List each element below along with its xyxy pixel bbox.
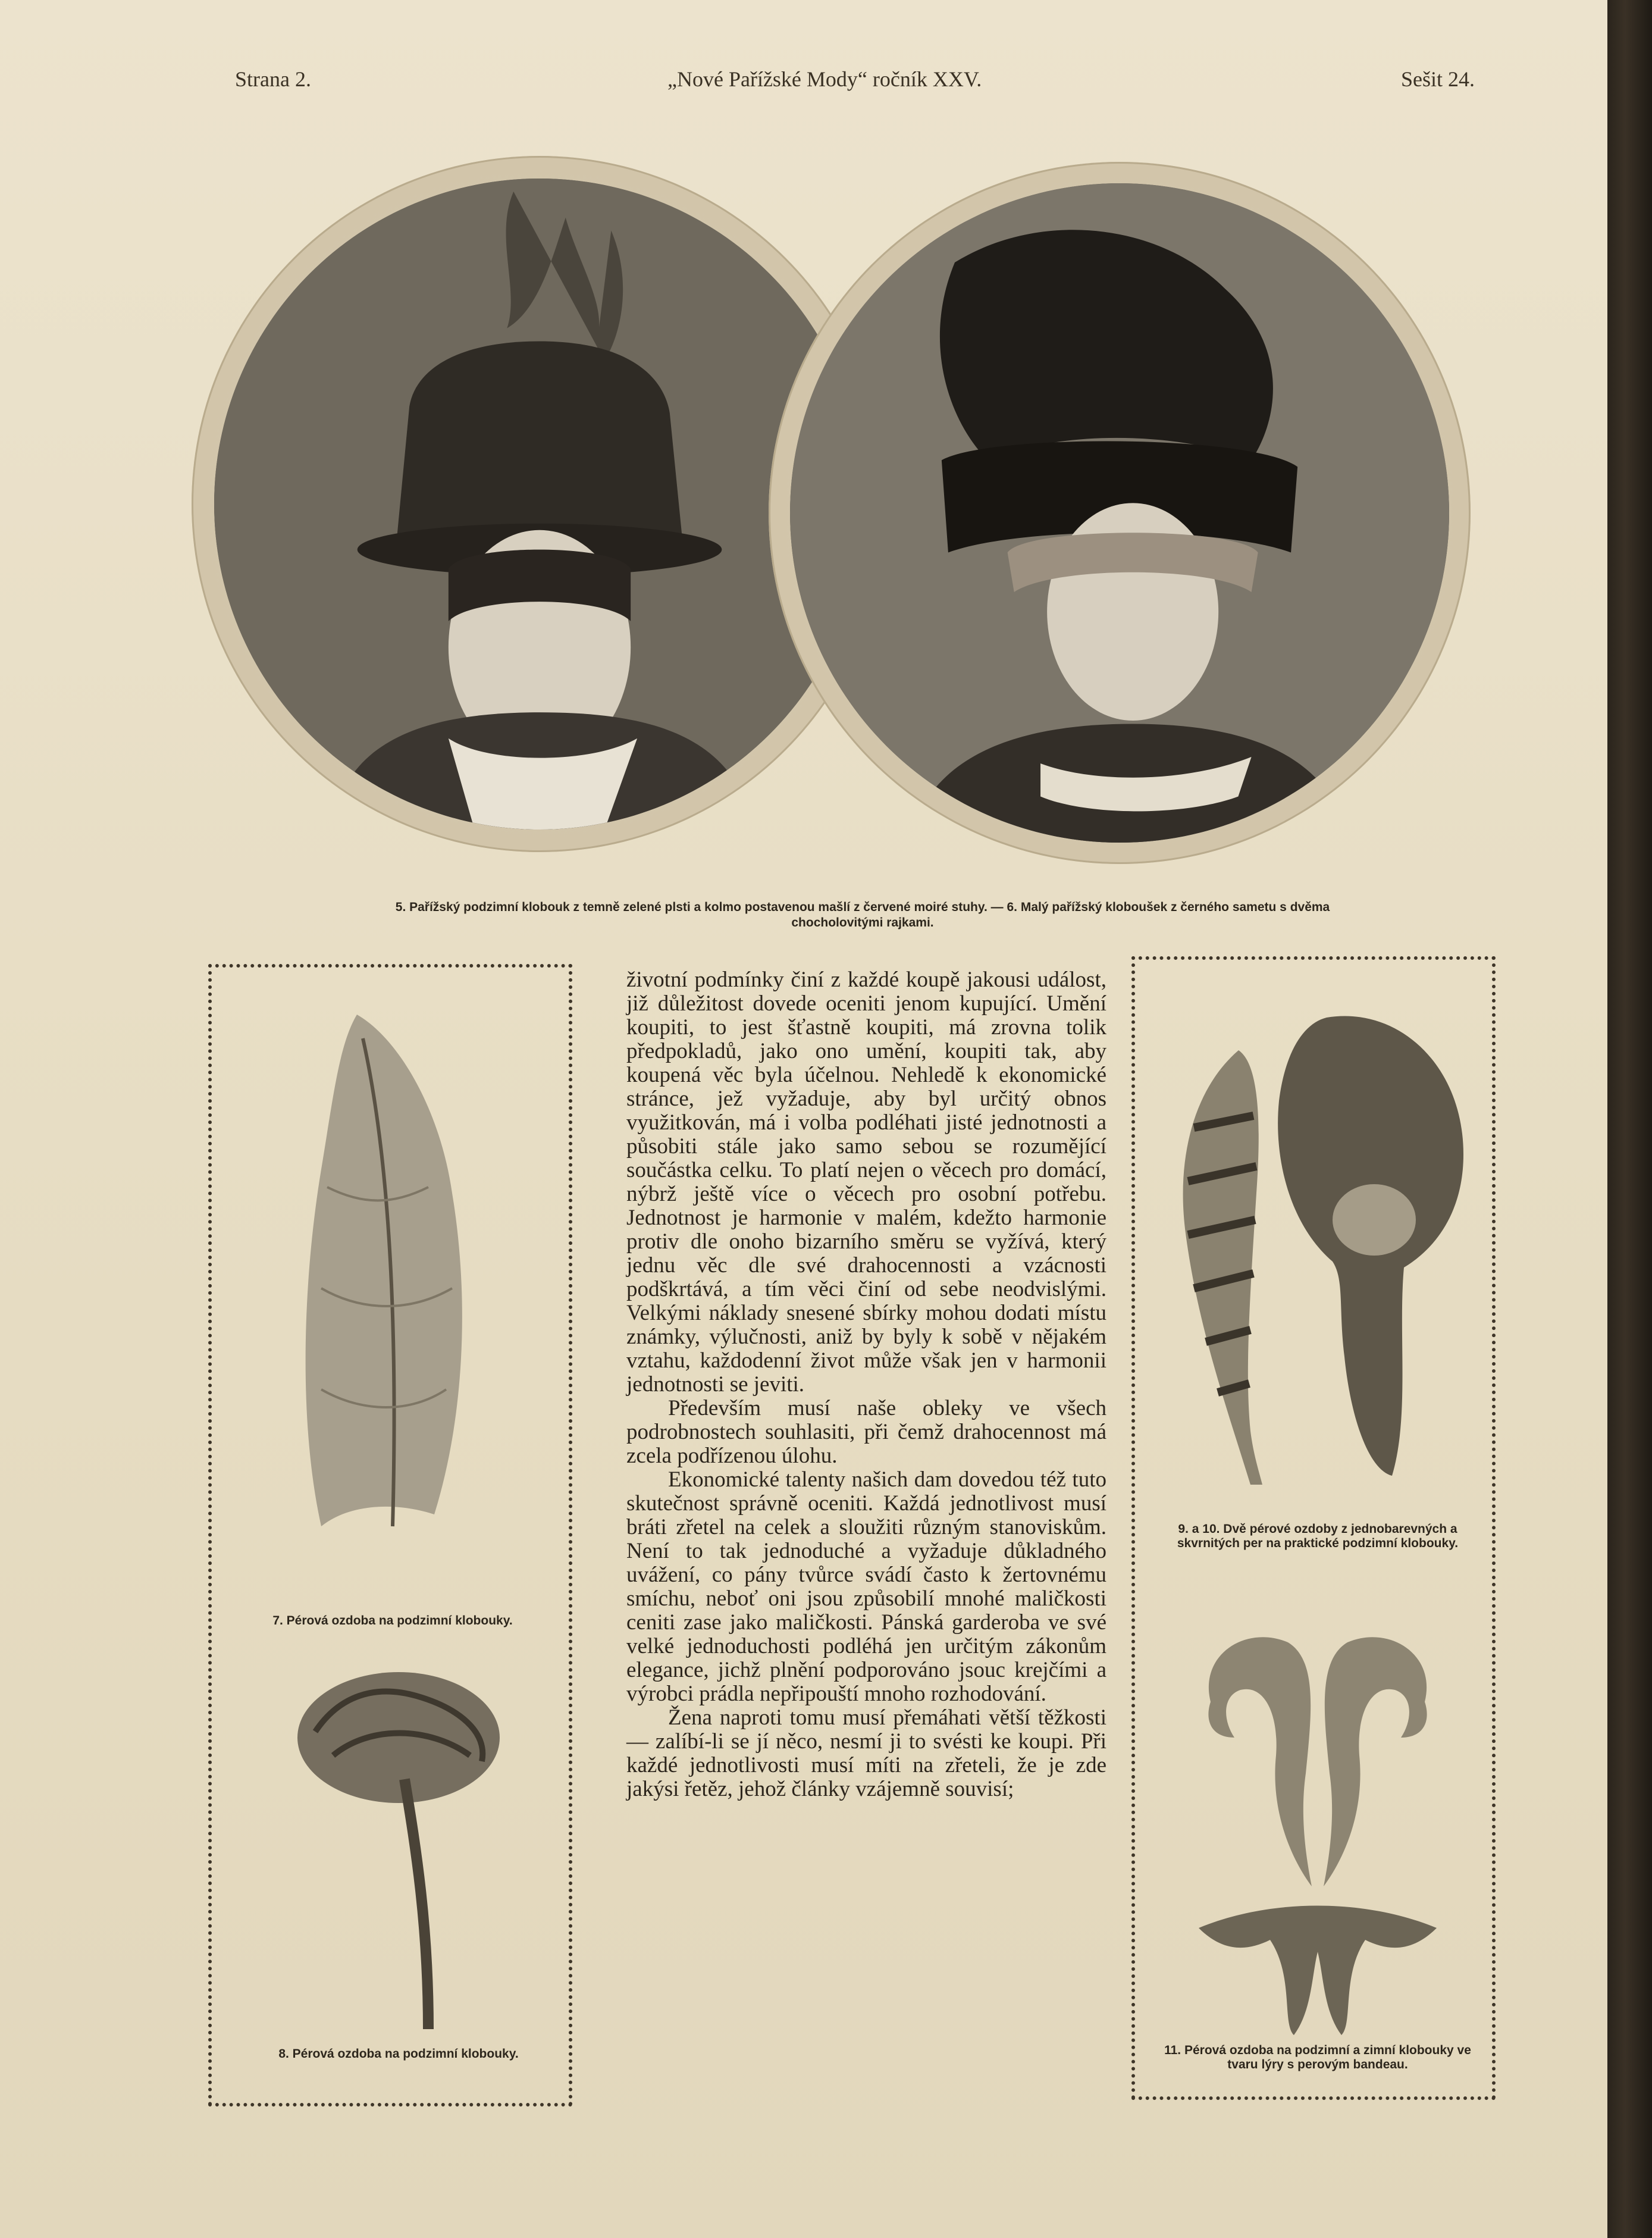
woman-portrait-photo-right xyxy=(790,183,1449,843)
issue-number: Sešit 24. xyxy=(1401,67,1475,91)
figure-11-caption: 11. Pérová ozdoba na podzimní a zimní klobouky ve tvaru lýry s perovým bandeau. xyxy=(1164,2043,1471,2071)
article-paragraph: životní podmínky činí z každé koupě jakousi událost, již důležitost dovede oceniti jenom kupující. Umění koupiti, to jest šťastně koupiti, má zrovna tolik předpokladů, jako ono umění, koupiti tak, aby koupená věc byla účelnou. Nehledě k ekonomické stránce, jež vyžaduje, aby byl určitý obnos využitkován, má i volba podléhati jisté jednotnosti a působiti stále jako samo sebou se rozumějící součástka celku. To platí nejen o věcech pro domácí, nýbrž ještě více o věcech pro osobní potřebu. Jednotnost je harmonie v malém, kdežto harmonie protiv dle onoho bizarního směru se vyžívá, který jednu věc dle své drahocennosti a vzácnosti podškrtává, a tím věci činí od sebe neodvislými. Velkými náklady snesené sbírky mohou dodati místu známky, výlučnosti, aniž by byly k sobě v nějakém vztahu, každodenní život může však jen v harmonii jednotnosti se jeviti. xyxy=(626,968,1106,1397)
spotted-quill-feather-illustration xyxy=(1161,1038,1280,1491)
woman-portrait-photo-left xyxy=(214,179,865,830)
magazine-title: „Nové Pařížské Mody“ ročník XXV. xyxy=(667,67,982,91)
photo-caption xyxy=(208,900,1517,931)
article-paragraph: Žena naproti tomu musí přemáhati větší těžkosti — zalíbí-li se jí něco, nesmí ji to svésti ke koupi. Při každé jednotlivosti musí míti na zřeteli, že je zde jakýsi řetěz, jehož články vzájemně souvisí; xyxy=(626,1705,1106,1801)
page-number: Strana 2. xyxy=(235,67,311,91)
article-paragraph: Ekonomické talenty našich dam dovedou též tuto skutečnost správně oceniti. Každá jednotlivost musí bráti zřetel na celek a sloužiti různým stanoviskům. Není to tak jednoduché a vyžaduje důkladného uvážení, co pány tvůrce svádí často k žertovnému smíchu, neboť oni jsou způsobilí mnohé maličkosti ceniti zase jako maličkosti. Pánská garderoba ve své velké jednoduchosti podléhá jen určitým zákonům elegance, jichž plnění podporováno jsouc krejčími a výrobci prádla nepřipouští mnoho rozhodování. xyxy=(626,1467,1106,1706)
book-binding-edge xyxy=(1607,0,1652,2238)
figure-7-caption: 7. Pérová ozdoba na podzimní klobouky. xyxy=(272,1614,513,1627)
running-head xyxy=(0,67,1630,102)
figure-9-10-caption: 9. a 10. Dvě pérové ozdoby z jednobarevných a skvrnitých per na praktické podzimní klobouky. xyxy=(1177,1522,1459,1550)
curled-feather-ornament-illustration xyxy=(280,1660,518,2041)
pheasant-plume-ornament-illustration xyxy=(1267,1000,1475,1488)
photo-caption-line-1: 5. Pařížský podzimní klobouk z temně zelené plsti a kolmo postavenou mašlí z červené moiré stuhy. — 6. Malý pařížský kloboušek z černého sametu s dvěma xyxy=(395,900,1330,914)
photo-caption-line-2: chocholovitými rajkami. xyxy=(791,916,934,929)
article-body xyxy=(626,968,1106,1801)
article-paragraph: Především musí naše obleky ve všech podrobnostech souhlasiti, při čemž drahocennost má zcela podřízenou úlohu. xyxy=(626,1396,1106,1468)
figure-8-caption: 8. Pérová ozdoba na podzimní klobouky. xyxy=(278,2047,519,2061)
ostrich-plume-illustration xyxy=(256,991,524,1556)
portrait-frame-right xyxy=(769,162,1471,864)
lyre-shaped-feather-ornament-illustration xyxy=(1175,1619,1460,2047)
